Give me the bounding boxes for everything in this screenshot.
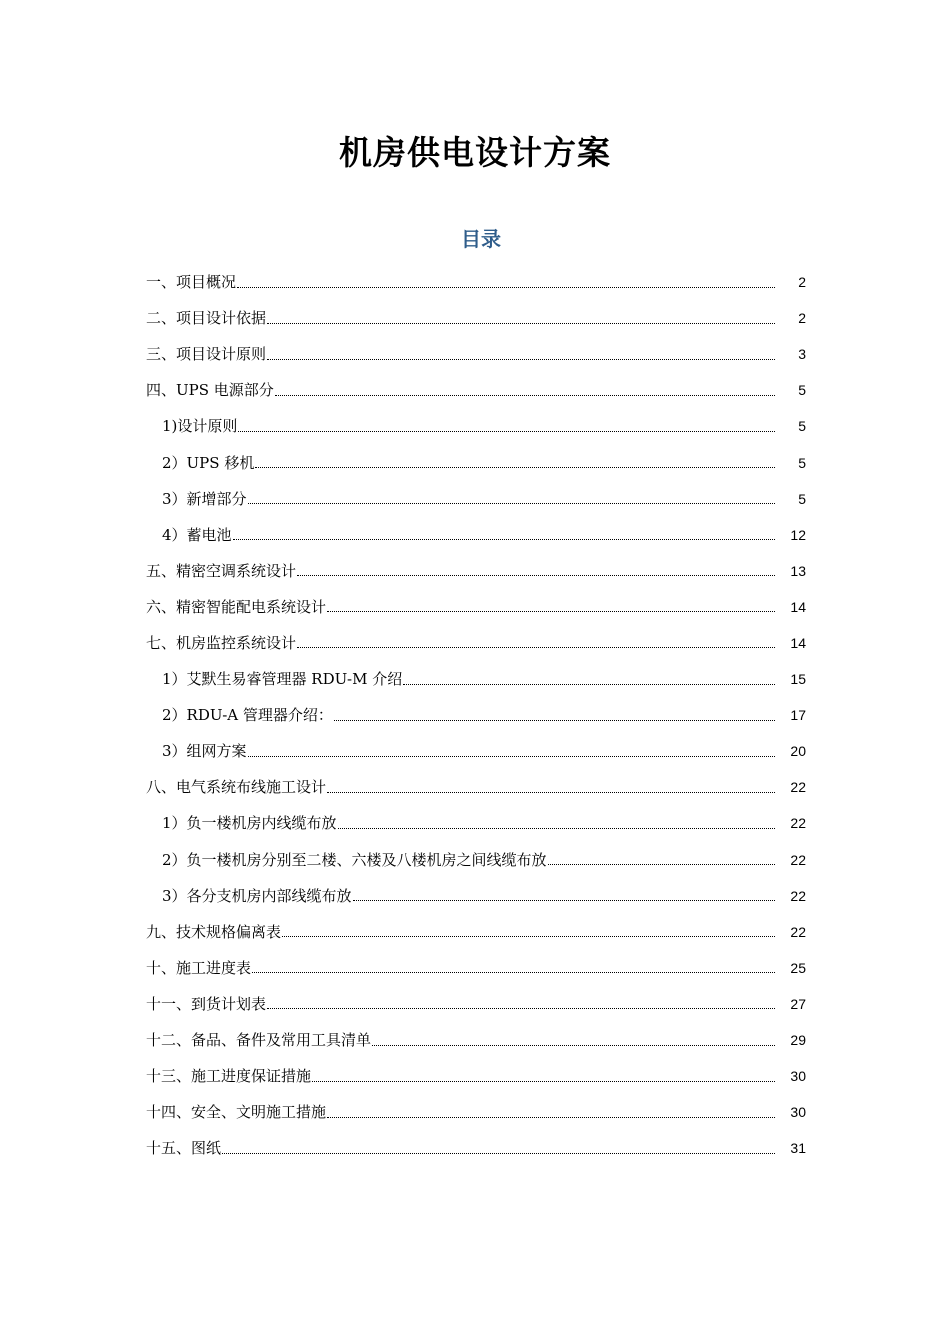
dot-leader	[248, 503, 775, 504]
toc-entry[interactable]	[0, 661, 950, 697]
toc-entry[interactable]	[0, 553, 950, 589]
toc-entry-page: 29	[790, 1032, 806, 1049]
toc-entry[interactable]	[0, 625, 950, 661]
toc-entry-label: 十五、图纸	[146, 1139, 222, 1158]
toc-entry-label: 三、项目设计原则	[146, 345, 267, 364]
toc-entry-label: 四、UPS 电源部分	[146, 381, 274, 400]
dot-leader	[275, 395, 775, 396]
dot-leader	[548, 864, 775, 865]
toc-entry[interactable]	[0, 805, 950, 841]
dot-leader	[238, 431, 775, 432]
dot-leader	[327, 1117, 775, 1118]
dot-leader	[248, 756, 775, 757]
dot-leader	[297, 575, 775, 576]
toc-entry-page: 13	[790, 562, 806, 579]
toc-entry-label: 二、项目设计依据	[146, 309, 267, 328]
toc-entry-page: 14	[790, 598, 806, 615]
toc-entry-label: 八、电气系统布线施工设计	[146, 778, 327, 797]
dot-leader	[267, 1008, 775, 1009]
toc-entry-label: 十二、备品、备件及常用工具清单	[146, 1031, 372, 1050]
dot-leader	[237, 287, 775, 288]
toc-entry[interactable]	[0, 1094, 950, 1130]
table-of-contents	[0, 264, 950, 1166]
toc-entry[interactable]	[0, 950, 950, 986]
toc-entry-label: 九、技术规格偏离表	[146, 922, 282, 941]
toc-entry[interactable]	[0, 264, 950, 300]
dot-leader	[353, 900, 775, 901]
toc-entry-label: 1）负一楼机房内线缆布放	[162, 814, 337, 833]
toc-entry-page: 22	[790, 779, 806, 796]
toc-entry[interactable]	[0, 336, 950, 372]
toc-entry-page: 2	[798, 274, 806, 291]
toc-entry-label: 2）负一楼机房分别至二楼、六楼及八楼机房之间线缆布放	[162, 850, 547, 869]
toc-entry-page: 17	[790, 707, 806, 724]
toc-entry-page: 12	[790, 526, 806, 543]
toc-entry-page: 14	[790, 634, 806, 651]
toc-entry[interactable]	[0, 408, 950, 444]
dot-leader	[327, 792, 775, 793]
toc-entry-label: 2）UPS 移机	[162, 453, 255, 472]
toc-entry-label: 3）组网方案	[162, 742, 247, 761]
toc-entry-page: 20	[790, 743, 806, 760]
dot-leader	[312, 1081, 775, 1082]
toc-entry[interactable]	[0, 589, 950, 625]
dot-leader	[338, 828, 775, 829]
dot-leader	[222, 1153, 775, 1154]
toc-entry[interactable]	[0, 372, 950, 408]
toc-entry-page: 30	[790, 1104, 806, 1121]
dot-leader	[255, 467, 775, 468]
toc-entry-page: 22	[790, 923, 806, 940]
document-title: 机房供电设计方案	[339, 133, 611, 172]
dot-leader	[233, 539, 775, 540]
toc-entry[interactable]	[0, 1130, 950, 1166]
toc-entry[interactable]	[0, 517, 950, 553]
toc-entry[interactable]	[0, 1022, 950, 1058]
toc-entry-page: 30	[790, 1068, 806, 1085]
toc-entry-label: 十一、到货计划表	[146, 994, 267, 1013]
toc-heading: 目录	[461, 227, 501, 251]
toc-entry-page: 5	[798, 490, 806, 507]
toc-entry-label: 1)设计原则	[162, 417, 238, 436]
toc-entry-page: 5	[798, 454, 806, 471]
dot-leader	[282, 936, 775, 937]
toc-entry-page: 22	[790, 887, 806, 904]
toc-entry[interactable]	[0, 769, 950, 805]
toc-entry[interactable]	[0, 914, 950, 950]
dot-leader	[327, 611, 775, 612]
toc-entry[interactable]	[0, 481, 950, 517]
toc-entry-label: 3）新增部分	[162, 489, 247, 508]
toc-entry-page: 5	[798, 418, 806, 435]
toc-entry-label: 五、精密空调系统设计	[146, 561, 297, 580]
toc-entry-label: 4）蓄电池	[162, 525, 232, 544]
dot-leader	[267, 323, 775, 324]
toc-entry-page: 22	[790, 851, 806, 868]
dot-leader	[372, 1045, 775, 1046]
toc-entry-label: 3）各分支机房内部线缆布放	[162, 886, 352, 905]
toc-entry-label: 六、精密智能配电系统设计	[146, 597, 327, 616]
toc-entry[interactable]	[0, 300, 950, 336]
toc-entry-page: 31	[790, 1140, 806, 1157]
toc-entry-page: 27	[790, 995, 806, 1012]
toc-entry-label: 七、机房监控系统设计	[146, 633, 297, 652]
dot-leader	[267, 359, 775, 360]
toc-entry-label: 2）RDU-A 管理器介绍：	[162, 706, 333, 725]
toc-entry-page: 22	[790, 815, 806, 832]
toc-entry[interactable]	[0, 842, 950, 878]
toc-entry-page: 3	[798, 346, 806, 363]
dot-leader	[403, 684, 775, 685]
toc-entry[interactable]	[0, 986, 950, 1022]
toc-entry[interactable]	[0, 444, 950, 480]
toc-entry-label: 十、施工进度表	[146, 958, 252, 977]
toc-entry-label: 一、项目概况	[146, 273, 237, 292]
dot-leader	[334, 720, 775, 721]
toc-entry-page: 15	[790, 671, 806, 688]
toc-entry-page: 5	[798, 382, 806, 399]
dot-leader	[297, 647, 775, 648]
toc-entry-page: 25	[790, 959, 806, 976]
toc-entry-page: 2	[798, 310, 806, 327]
toc-entry-label: 十三、施工进度保证措施	[146, 1067, 312, 1086]
toc-entry[interactable]	[0, 1058, 950, 1094]
toc-entry[interactable]	[0, 697, 950, 733]
dot-leader	[252, 972, 775, 973]
toc-entry[interactable]	[0, 733, 950, 769]
toc-entry-label: 十四、安全、文明施工措施	[146, 1103, 327, 1122]
toc-entry[interactable]	[0, 878, 950, 914]
toc-entry-label: 1）艾默生易睿管理器 RDU-M 介绍	[162, 670, 403, 689]
